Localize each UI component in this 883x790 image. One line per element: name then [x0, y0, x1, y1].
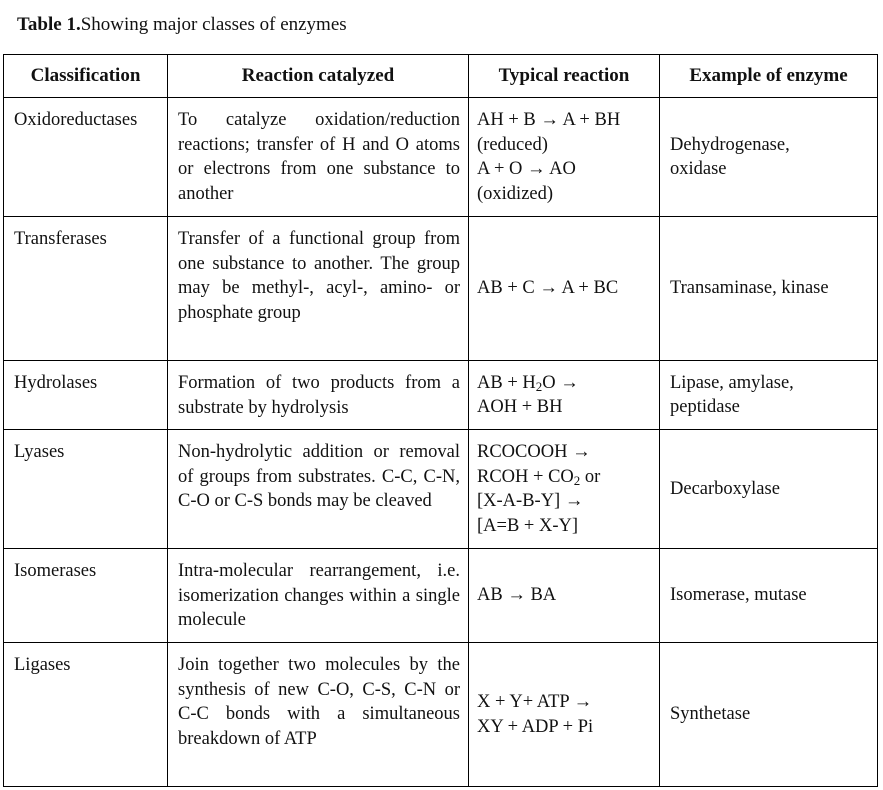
- subscript-two: 2: [535, 378, 543, 394]
- example-enzyme-cell: [660, 217, 878, 361]
- example-enzyme-line: Synthetase: [670, 704, 751, 725]
- reaction-catalyzed-cell: Formation of two products from a substrate by hydrolysis: [168, 361, 469, 430]
- table-row: [4, 361, 878, 430]
- classification-cell: Isomerases: [4, 549, 168, 643]
- typical-reaction-cell: [469, 361, 660, 430]
- table-row: [4, 430, 878, 549]
- reaction-catalyzed-cell: Intra-molecular rearrangement, i.e. isomerization changes within a single molecule: [168, 549, 469, 643]
- classification-cell: Hydrolases: [4, 361, 168, 430]
- table-caption-text: Showing major classes of enzymes: [80, 14, 347, 35]
- typical-reaction-cell: [469, 643, 660, 787]
- example-enzyme-line: Dehydrogenase,: [670, 134, 790, 155]
- example-enzyme-cell: [660, 643, 878, 787]
- table-row: [4, 217, 878, 361]
- typical-reaction-text: AB + H: [477, 372, 536, 393]
- typical-reaction-line: X + Y+ ATP →: [477, 692, 593, 712]
- typical-reaction-line: A + O → AO: [477, 159, 576, 179]
- example-enzyme-line: Isomerase, mutase: [670, 585, 807, 606]
- typical-reaction-line: [477, 465, 653, 490]
- example-enzyme-cell: [660, 98, 878, 217]
- example-enzyme-line: oxidase: [670, 159, 727, 179]
- typical-reaction-cell: [469, 549, 660, 643]
- table-row: [4, 98, 878, 217]
- reaction-catalyzed-cell: Transfer of a functional group from one substance to another. The group may be methyl-, acyl-, amino- or phosphate group: [168, 217, 469, 361]
- typical-reaction-text: RCOH + CO: [477, 466, 574, 487]
- typical-reaction-cell: [469, 98, 660, 217]
- typical-reaction-text: or: [580, 466, 601, 487]
- example-enzyme-cell: [660, 361, 878, 430]
- subscript-two: 2: [573, 472, 581, 488]
- classification-cell: Ligases: [4, 643, 168, 787]
- typical-reaction-line: AB → BA: [477, 585, 557, 606]
- reaction-catalyzed-cell: Non-hydrolytic addition or removal of groups from substrates. C-C, C-N, C-O or C-S bonds may be cleaved: [168, 430, 469, 549]
- classification-cell: Oxidoreductases: [4, 98, 168, 217]
- enzyme-classes-table: [3, 54, 878, 787]
- typical-reaction-cell: [469, 430, 660, 549]
- example-enzyme-line: Decarboxylase: [670, 478, 780, 499]
- classification-cell: Transferases: [4, 217, 168, 361]
- typical-reaction-line: (reduced): [477, 134, 548, 155]
- table-caption: [17, 12, 347, 38]
- table-header-row: [4, 55, 878, 98]
- typical-reaction-line: XY + ADP + Pi: [477, 716, 594, 737]
- header-classification: Classification: [4, 55, 168, 98]
- typical-reaction-line: [X-A-B-Y] →: [477, 491, 584, 511]
- reaction-catalyzed-cell: To catalyze oxidation/reduction reactions; transfer of H and O atoms or electrons from one substance to another: [168, 98, 469, 217]
- example-enzyme-line: Lipase, amylase,: [670, 372, 794, 393]
- typical-reaction-text: O →: [542, 372, 579, 393]
- typical-reaction-line: (oxidized): [477, 183, 554, 204]
- typical-reaction-line: AH + B → A + BH: [477, 110, 621, 130]
- example-enzyme-line: peptidase: [670, 397, 740, 417]
- header-reaction-catalyzed: Reaction catalyzed: [168, 55, 469, 98]
- typical-reaction-cell: [469, 217, 660, 361]
- reaction-catalyzed-cell: Join together two molecules by the synthesis of new C-O, C-S, C-N or C-C bonds with a simultaneous breakdown of ATP: [168, 643, 469, 787]
- typical-reaction-line: RCOCOOH →: [477, 442, 591, 462]
- example-enzyme-line: Transaminase, kinase: [670, 278, 829, 299]
- typical-reaction-line: AOH + BH: [477, 397, 563, 417]
- header-example-of-enzyme: Example of enzyme: [660, 55, 878, 98]
- table-row: [4, 549, 878, 643]
- table-row: [4, 643, 878, 787]
- example-enzyme-cell: [660, 430, 878, 549]
- typical-reaction-line: [A=B + X-Y]: [477, 515, 579, 536]
- table-caption-label: Table 1.: [17, 14, 81, 35]
- header-typical-reaction: Typical reaction: [469, 55, 660, 98]
- example-enzyme-cell: [660, 549, 878, 643]
- typical-reaction-line: AB + C → A + BC: [477, 278, 619, 299]
- classification-cell: Lyases: [4, 430, 168, 549]
- typical-reaction-line: [477, 371, 653, 396]
